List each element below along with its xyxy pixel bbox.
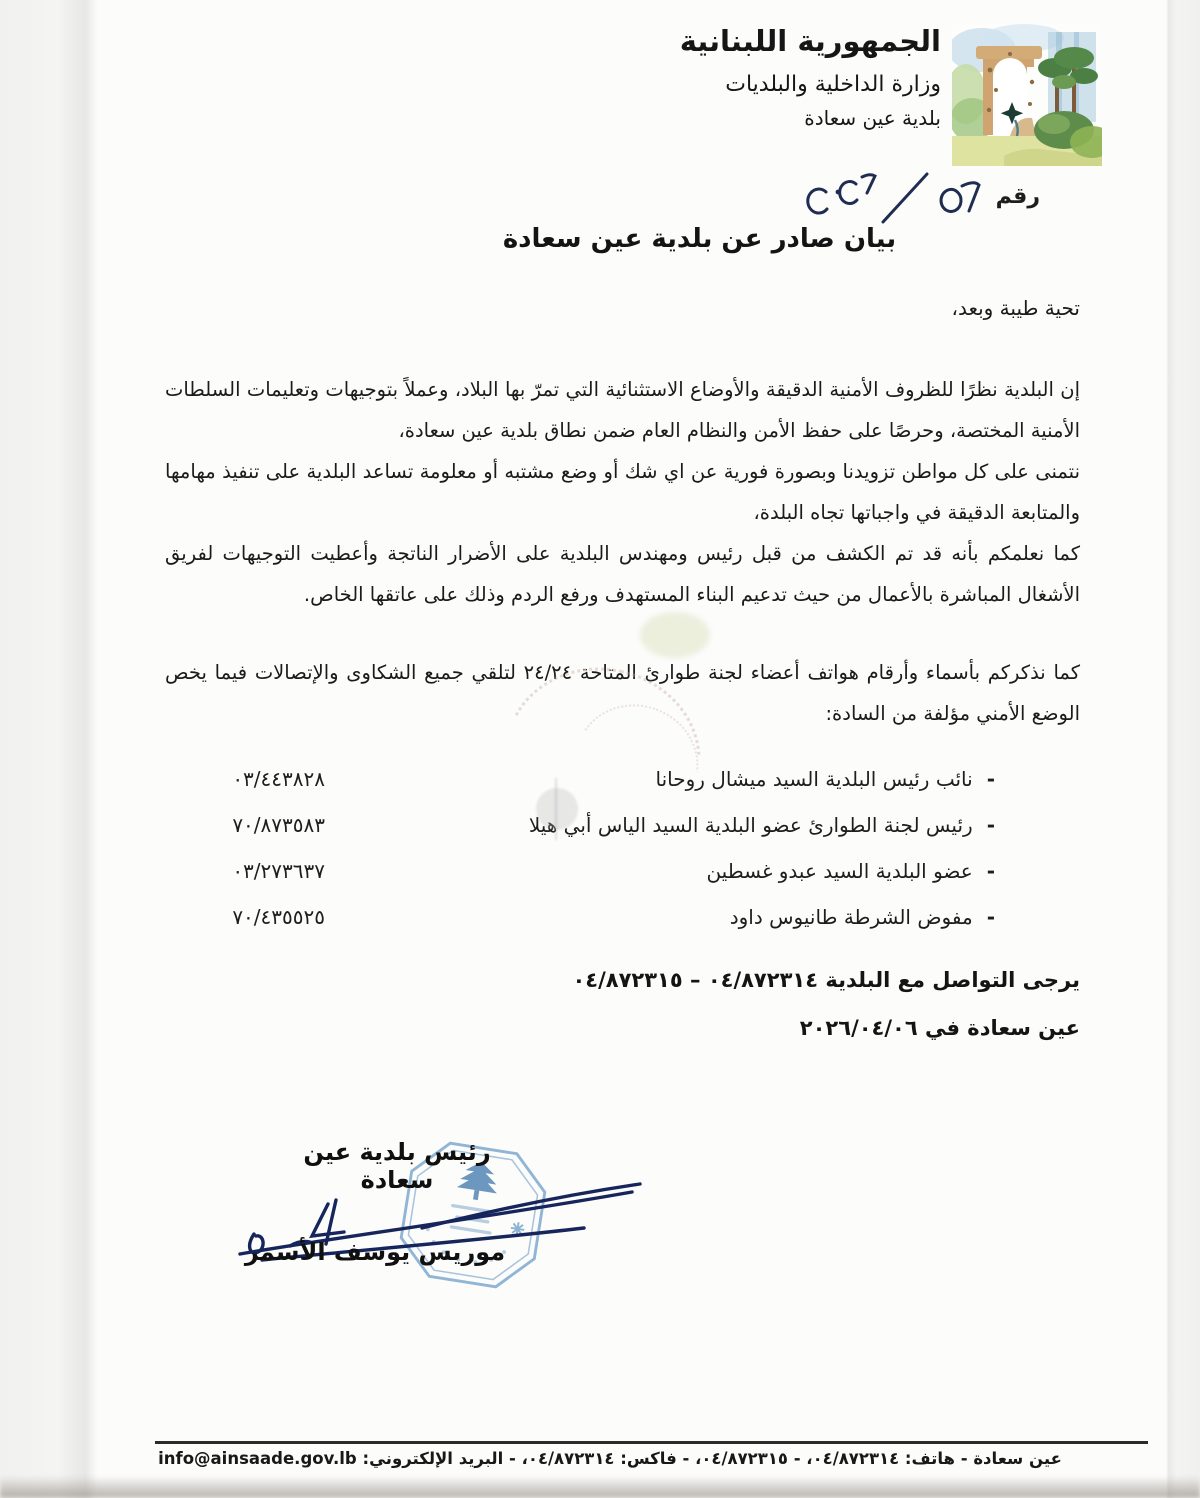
member-phone: ٧٠/٤٣٥٥٢٥ (232, 905, 325, 929)
document-title: بيان صادر عن بلدية عين سعادة (502, 224, 897, 254)
member-role-name: مفوض الشرطة طانيوس داود (729, 905, 973, 929)
letterhead (521, 24, 941, 130)
signatory-role-title: رئيس بلدية عين سعادة (303, 1138, 491, 1194)
bleed-through-blob (640, 612, 710, 658)
scan-edge-bottom (0, 1476, 1200, 1498)
dash-bullet: - (986, 813, 995, 837)
member-role-name: عضو البلدية السيد عبدو غسطين (706, 859, 973, 883)
member-role-name: رئيس لجنة الطوارئ عضو البلدية السيد الياس أبي هيلا (528, 813, 973, 837)
ministry-title: وزارة الداخلية والبلديات (725, 72, 941, 97)
list-item (165, 756, 995, 802)
member-phone: ٠٣/٢٧٣٦٣٧ (232, 859, 325, 883)
list-item (165, 848, 995, 894)
member-phone: ٧٠/٨٧٣٥٨٣ (232, 813, 325, 837)
paragraph-2: نتمنى على كل مواطن تزويدنا وبصورة فورية عن اي شك أو وضع مشتبه أو معلومة تساعد البلدية على تنفيذ مهامها والمتابعة الدقيقة في واجباتها تجاه البلدة، (165, 460, 1080, 524)
municipality-title: بلدية عين سعادة (804, 106, 941, 130)
dash-bullet: - (986, 905, 995, 929)
scan-edge-right (1166, 0, 1200, 1498)
place-and-date-line: عين سعادة في ٢٠٢٦/٠٤/٠٦ (799, 1016, 1080, 1040)
list-item (165, 894, 995, 940)
list-item (165, 802, 995, 848)
greeting-line: تحية طيبة وبعد، (951, 296, 1080, 320)
signatory-name: موريس يوسف الأسمر (244, 1238, 506, 1266)
municipality-contact-line: يرجى التواصل مع البلدية ٠٤/٨٧٢٣١٤ – ٠٤/٨٧٢٣١٥ (572, 968, 1080, 992)
footer-contact-text: عين سعادة - هاتف: ٠٤/٨٧٢٣١٤، - ٠٤/٨٧٢٣١٥، - فاكس: ٠٤/٨٧٢٣١٤، - البريد الإلكتروني: info@ainsaade.gov.lb (158, 1449, 1062, 1468)
footer-divider-rule (155, 1441, 1148, 1444)
member-phone: ٠٣/٤٤٣٨٢٨ (232, 767, 325, 791)
paragraph-4: كما نذكركم بأسماء وأرقام هواتف أعضاء لجنة طوارئ المتاحة ٢٤/٢٤ لتلقي جميع الشكاوى والإتصالات فيما يخص الوضع الأمني مؤلفة من السادة: (165, 661, 1080, 725)
emergency-committee-list (165, 756, 995, 940)
municipality-emblem-logo (952, 24, 1102, 166)
bleed-through-ring (536, 788, 578, 830)
reference-number-label: رقم (995, 184, 1040, 209)
scan-edge-left (0, 0, 97, 1498)
dash-bullet: - (986, 767, 995, 791)
member-role-name: نائب رئيس البلدية السيد ميشال روحانا (655, 767, 973, 791)
republic-title: الجمهورية اللبنانية (679, 24, 941, 58)
dash-bullet: - (986, 859, 995, 883)
handwritten-reference-number (790, 168, 1020, 232)
paragraph-1: إن البلدية نظرًا للظروف الأمنية الدقيقة والأوضاع الاستثنائية التي تمرّ بها البلاد، وعملاً بتوجيهات وتعليمات السلطات الأمنية المختصة، وحرصًا على حفظ الأمن والنظام العام ضمن نطاق بلدية عين سعادة، (165, 378, 1080, 442)
paragraph-3: كما نعلمكم بأنه قد تم الكشف من قبل رئيس ومهندس البلدية على الأضرار الناتجة وأعطيت التوجيهات لفريق الأشغال المباشرة بالأعمال من حيث تدعيم البناء المستهدف ورفع الردم وذلك على عاتقها الخاص. (165, 542, 1080, 606)
